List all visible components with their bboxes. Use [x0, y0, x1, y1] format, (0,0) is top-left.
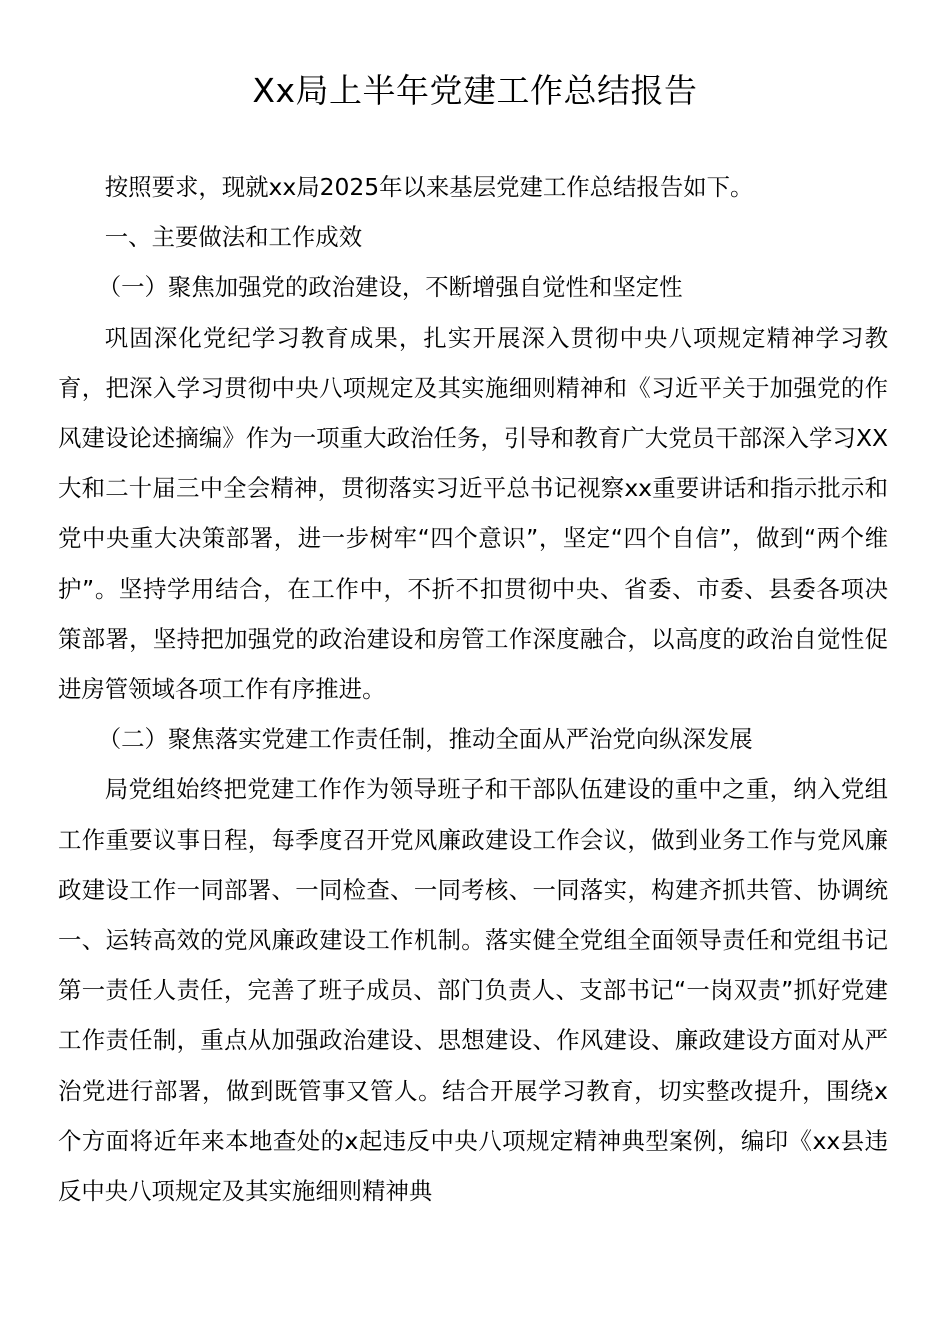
subsection-heading: （一）聚焦加强党的政治建设，不断增强自觉性和坚定性 — [97, 273, 683, 302]
subsection-heading: （二）聚焦落实党建工作责任制，推动全面从严治党向纵深发展 — [97, 725, 753, 754]
section-heading: 一、主要做法和工作成效 — [104, 223, 363, 252]
document-title: Xx局上半年党建工作总结报告 — [252, 71, 698, 110]
body-paragraph: 局党组始终把党建工作作为领导班子和干部队伍建设的重中之重，纳入党组工作重要议事日程，每季度召开党风廉政建设工作会议，做到业务工作与党风廉政建设工作一同部署、一同检查、一同考核、一同落实，构建齐抓共管、协调统一、运转高效的党风廉政建设工作机制。落实健全党组全面领导责任和党组书记第一责任人责任，完善了班子成员、部门负责人、支部书记“一岗双责”抓好党建工作责任制，重点从加强政治建设、思想建设、作风建设、廉政建设方面对从严治党进行部署，做到既管事又管人。结合开展学习教育，切实整改提升，围绕x个方面将近年来本地查处的x起违反中央八项规定精神典型案例，编印《xx县违反中央八项规定及其实施细则精神典 — [58, 775, 888, 1206]
intro-paragraph: 按照要求，现就xx局2025年以来基层党建工作总结报告如下。 — [104, 173, 754, 201]
body-paragraph: 巩固深化党纪学习教育成果，扎实开展深入贯彻中央八项规定精神学习教育，把深入学习贯彻中央八项规定及其实施细则精神和《习近平关于加强党的作风建设论述摘编》作为一项重大政治任务，引导和教育广大党员干部深入学习XX大和二十届三中全会精神，贯彻落实习近平总书记视察xx重要讲话和指示批示和党中央重大决策部署，进一步树牢“四个意识”，坚定“四个自信”，做到“两个维护”。坚持学用结合，在工作中，不折不扣贯彻中央、省委、市委、县委各项决策部署，坚持把加强党的政治建设和房管工作深度融合，以高度的政治自觉性促进房管领域各项工作有序推进。 — [58, 323, 888, 704]
document-body — [58, 162, 888, 1216]
